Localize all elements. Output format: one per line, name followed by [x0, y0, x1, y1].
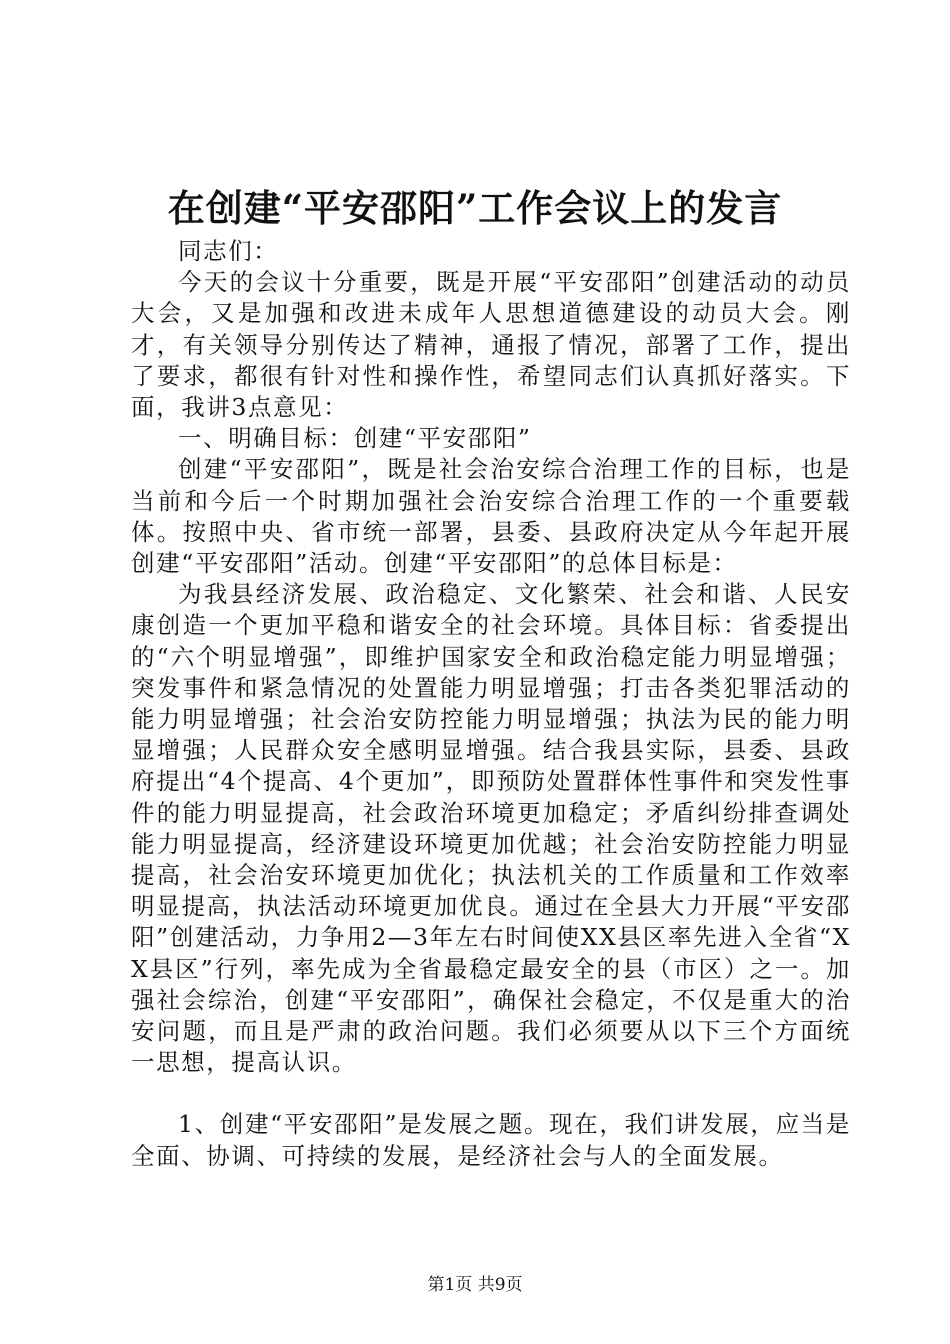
- salutation: 同志们：: [178, 237, 279, 265]
- document-title: 在创建“平安邵阳”工作会议上的发言: [167, 186, 783, 230]
- paragraph-goal: 创建“平安邵阳”，既是社会治安综合治理工作的目标，也是当前和今后一个时期加强社会治安综合治理工作的一个重要载体。按照中央、省市统一部署，县委、县政府决定从今年起开展创建“平安邵阳”活动。创建“平安邵阳”的总体目标是：: [131, 455, 851, 578]
- section-heading-1: 一、明确目标：创建“平安邵阳”: [178, 424, 532, 453]
- document-body: [131, 236, 851, 1172]
- paragraph-point-1: 1、创建“平安邵阳”是发展之题。现在，我们讲发展，应当是全面、协调、可持续的发展，是经济社会与人的全面发展。: [131, 1110, 851, 1170]
- paragraph-intro: 今天的会议十分重要，既是开展“平安邵阳”创建活动的动员大会，又是加强和改进未成年人思想道德建设的动员大会。刚才，有关领导分别传达了精神，通报了情况，部署了工作，提出了要求，都很有针对性和操作性，希望同志们认真抓好落实。下面，我讲3点意见：: [131, 268, 851, 422]
- paragraph-targets: 为我县经济发展、政治稳定、文化繁荣、社会和谐、人民安康创造一个更加平稳和谐安全的社会环境。具体目标：省委提出的“六个明显增强”，即维护国家安全和政治稳定能力明显增强；突发事件和紧急情况的处置能力明显增强；打击各类犯罪活动的能力明显增强；社会治安防控能力明显增强；执法为民的能力明显增强；人民群众安全感明显增强。结合我县实际，县委、县政府提出“4个提高、4个更加”，即预防处置群体性事件和突发性事件的能力明显提高，社会政治环境更加稳定；矛盾纠纷排查调处能力明显提高，经济建设环境更加优越；社会治安防控能力明显提高，社会治安环境更加优化；执法机关的工作质量和工作效率明显提高，执法活动环境更加优良。通过在全县大力开展“平安邵阳”创建活动，力争用2—3年左右时间使XX县区率先进入全省“XX县区”行列，率先成为全省最稳定最安全的县（市区）之一。加强社会综治，创建“平安邵阳”，确保社会稳定，不仅是重大的治安问题，而且是严肃的政治问题。我们必须要从以下三个方面统一思想，提高认识。: [131, 580, 851, 1077]
- page-footer: 第1页 共9页: [427, 1275, 523, 1295]
